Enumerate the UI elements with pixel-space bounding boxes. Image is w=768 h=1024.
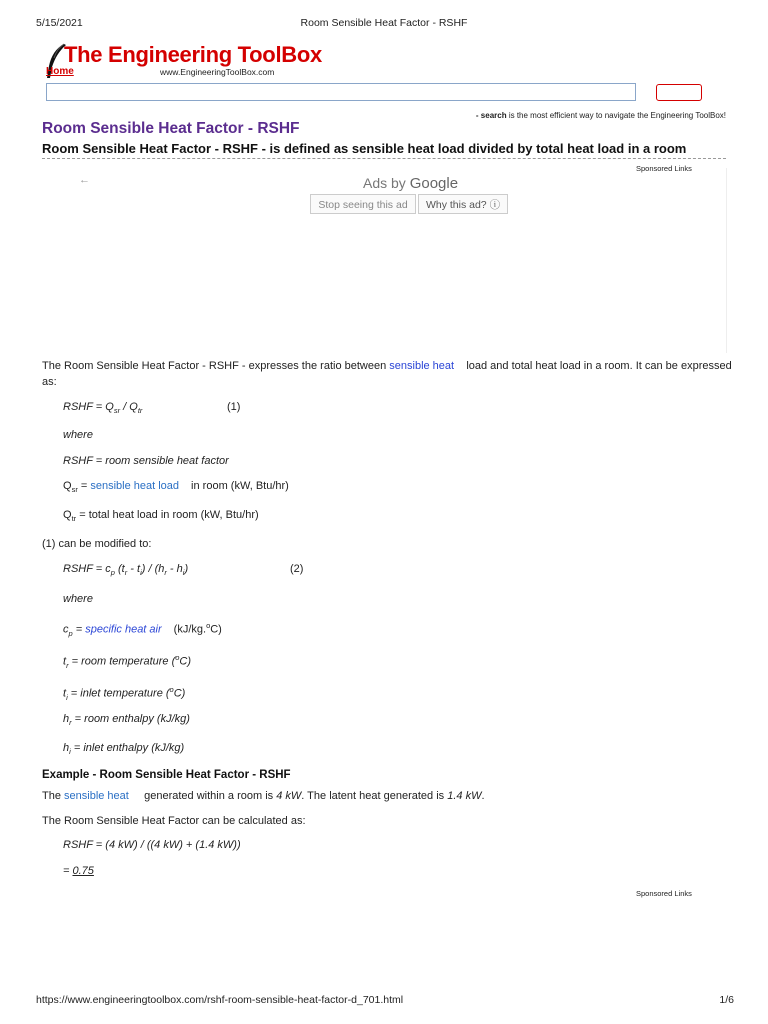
def-rshf: RSHF = room sensible heat factor <box>63 455 229 467</box>
eq1-sub-tr: tr <box>137 406 143 416</box>
ads-by-label: Ads by <box>363 175 406 191</box>
example-paragraph <box>42 788 485 804</box>
equation-2-number: (2) <box>290 563 304 575</box>
eq2-b: (t <box>114 563 125 575</box>
search-note-text: is the most efficient way to navigate the Engineering ToolBox! <box>506 111 726 120</box>
info-icon: ⓘ <box>489 199 501 211</box>
cp-end: C) <box>210 623 222 636</box>
def-hr <box>63 713 190 727</box>
qsr-rest: in room (kW, Btu/hr) <box>191 480 289 492</box>
qtr-rest: = total heat load in room (kW, Btu/hr) <box>76 509 259 521</box>
def-hi <box>63 742 184 756</box>
ti-rest: = inlet temperature ( <box>67 687 170 700</box>
def-qtr <box>63 509 259 523</box>
footer-url: https://www.engineeringtoolbox.com/rshf-room-sensible-heat-factor-d_701.html <box>36 994 404 1006</box>
qtr-sub: tr <box>71 514 77 524</box>
hr-h: h <box>63 713 70 725</box>
page-title: Room Sensible Heat Factor - RSHF <box>42 120 300 137</box>
eq1-lhs: RSHF = Q <box>63 401 114 413</box>
search-input[interactable] <box>46 83 636 101</box>
cp-sub: p <box>68 628 73 638</box>
qsr-sub: sr <box>71 485 78 495</box>
hi-h: h <box>63 742 70 754</box>
ti-sup: o <box>169 685 174 694</box>
eq2-sub-r2: r <box>164 568 167 578</box>
equation-1-number: (1) <box>227 401 241 413</box>
tr-end: C) <box>179 655 192 668</box>
example-mid: generated within a room is <box>128 790 277 802</box>
site-logo[interactable] <box>42 42 322 82</box>
logo-url: www.EngineeringToolBox.com <box>160 67 275 77</box>
def-qsr <box>63 480 289 494</box>
google-logo: Google <box>409 175 459 192</box>
intro-paragraph <box>42 358 732 390</box>
example-val2: 1.4 kW <box>447 790 482 802</box>
tr-sup: o <box>175 653 180 662</box>
calc-result-value: 0.75 <box>72 865 94 877</box>
example-mid2: . The latent heat generated is <box>301 790 448 802</box>
def-cp <box>63 621 222 638</box>
cp-rest: (kJ/kg. <box>173 623 207 636</box>
print-page-title: Room Sensible Heat Factor - RSHF <box>300 17 468 29</box>
search-note-bold: - search <box>475 111 507 120</box>
qtr-q: Q <box>63 509 72 521</box>
equation-2 <box>63 563 188 577</box>
cp-eq: = <box>72 623 86 636</box>
calc-line: RSHF = (4 kW) / ((4 kW) + (1.4 kW)) <box>63 839 241 851</box>
qsr-eq: = <box>77 480 91 492</box>
example-the: The <box>42 790 65 802</box>
intro-text-line2: as: <box>42 376 57 388</box>
eq2-e: - h <box>166 563 183 575</box>
sensible-heat-load-link[interactable]: sensible heat load <box>90 480 180 492</box>
intro-text-after: load and total heat load in a room. It can be expressed <box>454 360 732 372</box>
ti-end: C) <box>173 687 186 700</box>
eq2-sub-p: p <box>110 568 115 578</box>
specific-heat-air-link[interactable]: specific heat air <box>85 623 162 636</box>
tr-t: t <box>63 655 67 668</box>
where-label-2: where <box>63 593 93 605</box>
example-end: . <box>481 790 485 802</box>
eq2-c: - t <box>127 563 141 575</box>
where-label-1: where <box>63 429 93 441</box>
eq2-f: ) <box>184 563 189 575</box>
hr-rest: = room enthalpy (kJ/kg) <box>71 713 190 725</box>
calc-result <box>63 865 94 877</box>
eq2-a: RSHF = c <box>63 563 111 575</box>
ti-sub: i <box>66 692 68 702</box>
eq1-sub-sr: sr <box>113 406 121 416</box>
calc-result-eq: = <box>63 865 73 877</box>
hi-sub: i <box>69 747 71 757</box>
eq2-sub-r: r <box>124 568 128 578</box>
eq2-sub-i: i <box>140 568 142 578</box>
example-heading: Example - Room Sensible Heat Factor - RSHF <box>42 769 291 781</box>
tr-rest: = room temperature ( <box>68 655 176 668</box>
logo-title[interactable]: The Engineering ToolBox <box>64 42 322 67</box>
def-ti <box>63 685 185 702</box>
calc-intro: The Room Sensible Heat Factor can be calculated as: <box>42 815 306 827</box>
footer-page-number: 1/6 <box>719 994 734 1006</box>
why-this-ad-button[interactable] <box>418 194 508 214</box>
ti-t: t <box>63 687 67 700</box>
cp-c: c <box>63 623 69 636</box>
tr-sub: r <box>66 660 69 670</box>
eq1-mid: / Q <box>120 401 138 413</box>
example-sensible-heat-link[interactable]: sensible heat <box>64 790 129 802</box>
print-date: 5/15/2021 <box>36 17 83 29</box>
sponsored-links-top: Sponsored Links <box>636 164 692 173</box>
cp-sup: o <box>206 621 211 630</box>
why-this-ad-label: Why this ad? <box>425 199 487 211</box>
ad-back-arrow-icon[interactable]: ← <box>79 174 90 186</box>
page-subtitle: Room Sensible Heat Factor - RSHF - is defined as sensible heat load divided by total heat load in a room <box>42 141 726 159</box>
example-val1: 4 kW <box>276 790 302 802</box>
qsr-q: Q <box>63 480 72 492</box>
modified-text: (1) can be modified to: <box>42 538 152 550</box>
search-note <box>476 111 726 120</box>
equation-1 <box>63 401 142 415</box>
stop-seeing-ad-button[interactable]: Stop seeing this ad <box>310 194 416 214</box>
ad-container <box>42 168 727 353</box>
home-link[interactable]: Home <box>46 66 74 77</box>
sensible-heat-link[interactable]: sensible heat <box>389 360 455 372</box>
eq2-sub-i2: i <box>182 568 185 578</box>
eq2-d: ) / (h <box>141 563 165 575</box>
search-button[interactable] <box>656 84 702 101</box>
intro-text-before: The Room Sensible Heat Factor - RSHF - expresses the ratio between <box>42 360 390 372</box>
hr-sub: r <box>69 718 72 728</box>
def-tr <box>63 653 191 670</box>
sponsored-links-bottom: Sponsored Links <box>636 889 692 898</box>
hi-rest: = inlet enthalpy (kJ/kg) <box>70 742 185 754</box>
ads-by-google <box>363 175 458 192</box>
